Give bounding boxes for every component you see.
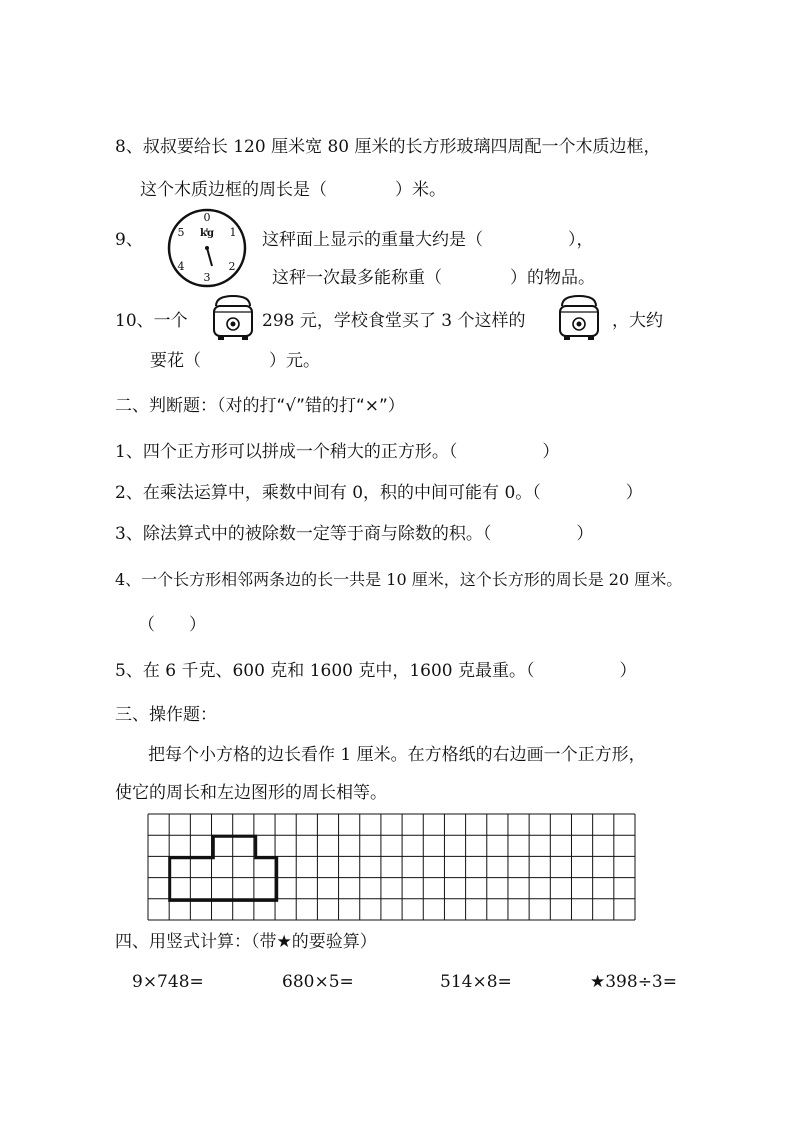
- judge-item-5: 5、在 6 千克、600 克和 1600 克中，1600 克最重。（ ）: [115, 661, 637, 681]
- judge-item-4: 4、一个长方形相邻两条边的长一共是 10 厘米，这个长方形的周长是 20 厘米。: [115, 570, 683, 589]
- scale-number-5: 5: [177, 226, 185, 239]
- judge-item-2: 2、在乘法运算中，乘数中间有 0，积的中间可能有 0。（ ）: [115, 483, 643, 503]
- rice-cooker-icon: [554, 292, 604, 344]
- q10-part1: 10、一个: [115, 311, 188, 331]
- square-grid: [147, 813, 637, 921]
- q10-part3: ，大约: [612, 311, 663, 331]
- q8-line1: 8、叔叔要给长 120 厘米宽 80 厘米的长方形玻璃四周配一个木质边框，: [115, 137, 661, 157]
- scale-unit: kg: [200, 228, 214, 239]
- rice-cooker-icon: [208, 292, 258, 344]
- scale-number-1: 1: [229, 226, 237, 239]
- composite-shape: [170, 836, 277, 900]
- judge-item-1: 1、四个正方形可以拼成一个稍大的正方形。（ ）: [115, 442, 560, 462]
- scale-number-2: 2: [228, 260, 236, 273]
- q10-line2: 要花（ ）元。: [150, 351, 320, 371]
- scale-number-0: 0: [203, 211, 211, 224]
- q9-line2: 这秤一次最多能称重（ ）的物品。: [272, 268, 595, 288]
- q9-line1: 这秤面上显示的重量大约是（ ），: [262, 230, 594, 250]
- q9-number: 9、: [115, 230, 143, 250]
- scale-dial-icon: [162, 208, 252, 288]
- section3-title: 三、操作题：: [115, 705, 217, 725]
- section2-title: 二、判断题：（对的打“√”错的打“×”）: [115, 396, 405, 416]
- scale-number-3: 3: [203, 271, 211, 284]
- section4-title: 四、用竖式计算：（带★的要验算）: [115, 932, 377, 952]
- section3-line2: 使它的周长和左边图形的周长相等。: [115, 783, 387, 803]
- calc-expression-2: 680×5=: [282, 972, 354, 992]
- judge-item-4-answer: （ ）: [138, 615, 206, 635]
- scale-number-4: 4: [177, 260, 185, 273]
- calc-expression-3: 514×8=: [440, 972, 512, 992]
- calc-expression-1: 9×748=: [132, 972, 204, 992]
- q10-part2: 298 元，学校食堂买了 3 个这样的: [262, 311, 526, 331]
- section3-line1: 把每个小方格的边长看作 1 厘米。在方格纸的右边画一个正方形，: [148, 745, 646, 765]
- q8-line2: 这个木质边框的周长是（ ）米。: [140, 180, 446, 200]
- calc-expression-4: ★398÷3=: [590, 972, 677, 992]
- judge-item-3: 3、除法算式中的被除数一定等于商与除数的积。（ ）: [115, 524, 594, 544]
